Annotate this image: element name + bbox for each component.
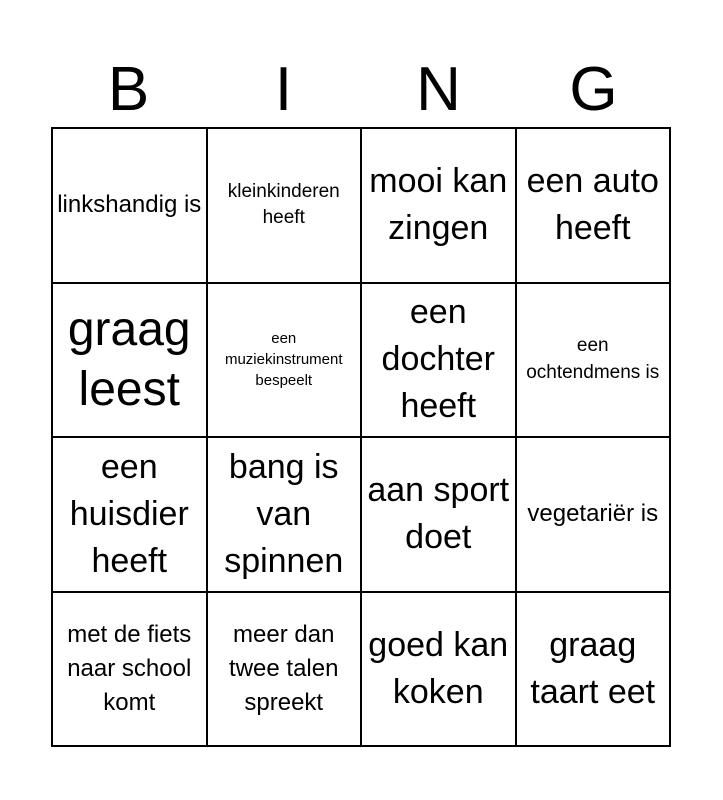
- bingo-cell[interactable]: [207, 437, 362, 592]
- bingo-cell[interactable]: [207, 283, 362, 438]
- cell-text: linkshandig is: [57, 191, 202, 219]
- cell-text: vegetariër is: [527, 500, 659, 528]
- header-letter-b: B: [107, 55, 150, 124]
- cell-text: graag taart eet: [530, 625, 656, 711]
- cell-text: met de fiets naar school komt: [67, 621, 192, 716]
- cell-text: een huisdier heeft: [69, 447, 189, 580]
- cell-text: graag leest: [67, 302, 191, 416]
- bingo-cell[interactable]: [516, 283, 671, 438]
- header-letter-i: I: [274, 55, 293, 124]
- header-letter-n: N: [416, 55, 461, 124]
- bingo-cell[interactable]: [516, 128, 671, 283]
- bingo-header: [51, 56, 671, 124]
- bingo-cell[interactable]: [52, 592, 207, 747]
- header-letter-g: G: [569, 55, 618, 124]
- cell-text: meer dan twee talen spreekt: [229, 621, 339, 716]
- bingo-cell[interactable]: [361, 128, 516, 283]
- bingo-cell[interactable]: [361, 283, 516, 438]
- cell-text: kleinkinderen heeft: [227, 180, 340, 229]
- bingo-cell[interactable]: [52, 283, 207, 438]
- bingo-cell[interactable]: [52, 437, 207, 592]
- cell-text: mooi kan zingen: [369, 162, 508, 248]
- bingo-cell[interactable]: [52, 128, 207, 283]
- cell-text: goed kan koken: [368, 625, 509, 711]
- bingo-cell[interactable]: [361, 592, 516, 747]
- cell-text: een auto heeft: [526, 162, 659, 248]
- cell-text: aan sport doet: [367, 471, 510, 557]
- cell-text: een dochter heeft: [381, 293, 495, 426]
- bingo-cell[interactable]: [207, 128, 362, 283]
- cell-text: bang is van spinnen: [224, 447, 344, 580]
- cell-text: een ochtendmens is: [526, 335, 660, 383]
- bingo-cell[interactable]: [361, 437, 516, 592]
- bingo-cell[interactable]: [207, 592, 362, 747]
- bingo-cell[interactable]: [516, 437, 671, 592]
- bingo-cell[interactable]: [516, 592, 671, 747]
- cell-text: een muziekinstrument bespeelt: [224, 330, 343, 390]
- bingo-board: [51, 127, 671, 747]
